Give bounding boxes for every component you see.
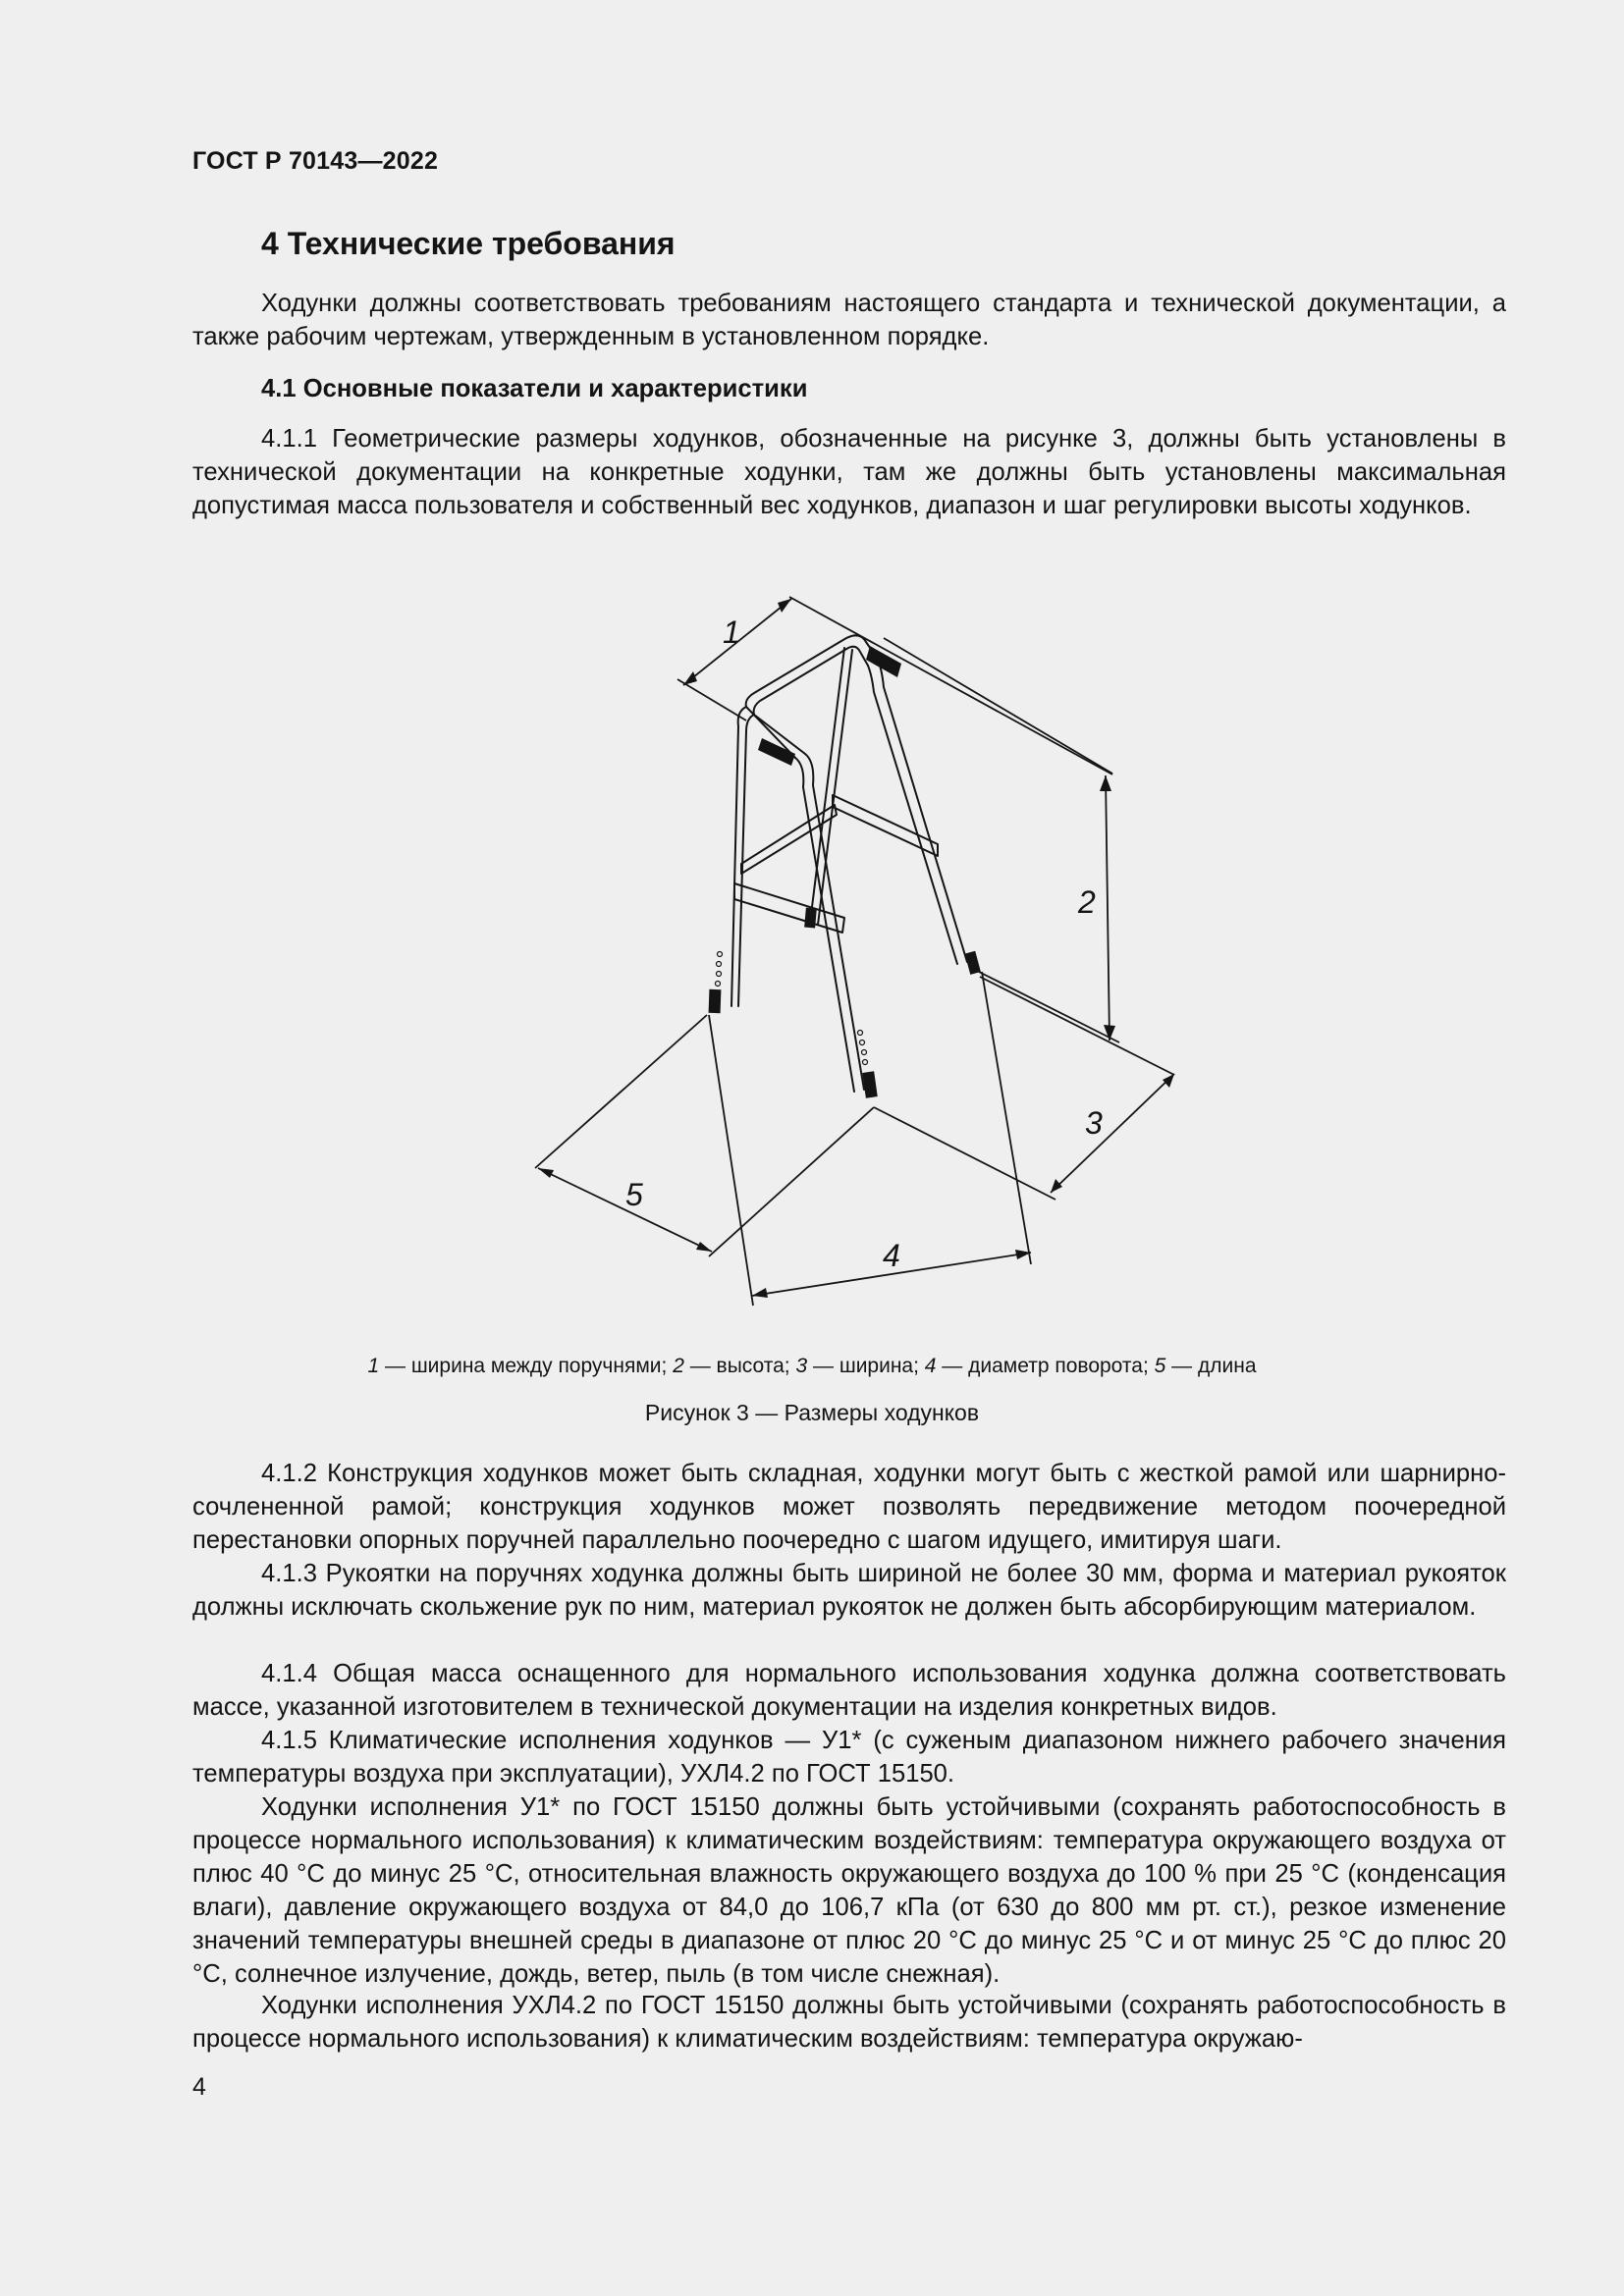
- leg-tip-front-right: [862, 1071, 878, 1097]
- subsection-title: 4.1 Основные показатели и характеристики: [261, 375, 808, 402]
- label-2: 2: [1078, 884, 1096, 920]
- dim-3-line: [1051, 1074, 1174, 1193]
- front-crossbar: [734, 883, 844, 933]
- paragraph-4-1-5: 4.1.5 Климатические исполнения ходунков — У1* (с суженым диапазоном нижнего рабочего значения температуры воздуха при эксплуатации), УХЛ4.2 по ГОСТ 15150.: [192, 1727, 1506, 1788]
- figure-legend: 1 — ширина между поручнями; 2 — высота; 3 — ширина; 4 — диаметр поворота; 5 — длина: [367, 1355, 1257, 1377]
- rear-right-leg-outer: [877, 658, 967, 962]
- leg-tip-front-left: [709, 989, 722, 1013]
- label-5: 5: [625, 1177, 643, 1212]
- intro-paragraph: Ходунки должны соответствовать требованиям настоящего стандарта и технической документации, а также рабочим чертежам, утвержденным в установленном порядке.: [192, 290, 1506, 350]
- figure-caption: Рисунок 3 — Размеры ходунков: [644, 1400, 980, 1425]
- paragraph-4-1-1: 4.1.1 Геометрические размеры ходунков, обозначенные на рисунке 3, должны быть установлены в технической документации на конкретные ходунки, там же должны быть установлены максимальная допустимая масса пользователя и собственный вес ходунков, диапазон и шаг регулировки высоты ходунков.: [192, 425, 1506, 519]
- paragraph-4-1-2: 4.1.2 Конструкция ходунков может быть складная, ходунки могут быть с жесткой рамой или шарнирно-сочлененной рамой; конструкция ходунков может позволять передвижение методом поочередной перестановки опорных поручней параллельно поочередно с шагом идущего, имитируя шаги.: [192, 1460, 1506, 1554]
- leg-tip-rear-left: [804, 908, 817, 929]
- rear-left-leg-inner: [818, 650, 852, 925]
- document-code: ГОСТ Р 70143—2022: [192, 147, 439, 175]
- paragraph-uhl: Ходунки исполнения УХЛ4.2 по ГОСТ 15150 должны быть устойчивыми (сохранять работоспособность в процессе нормального использования) к климатическим воздействиям: температура окружаю-: [192, 1992, 1506, 2053]
- page-number: 4: [192, 2073, 206, 2101]
- rear-right-leg-inner: [868, 666, 957, 964]
- section-title: 4 Технические требования: [261, 226, 676, 261]
- walker-dimensions-figure: [511, 589, 1198, 1315]
- label-1: 1: [723, 614, 740, 650]
- paragraph-4-1-4: 4.1.4 Общая масса оснащенного для нормального использования ходунка должна соответствовать массе, указанной изготовителем в технической документации на изделия конкретных видов.: [192, 1660, 1506, 1721]
- label-3: 3: [1085, 1105, 1103, 1141]
- label-4: 4: [883, 1238, 900, 1273]
- paragraph-u1: Ходунки исполнения У1* по ГОСТ 15150 должны быть устойчивыми (сохранять работоспособность в процессе нормального использования) к климатическим воздействиям: температура окружающего воздуха от плюс 40 °С до минус 25 °С, относительная влажность окружающего воздуха до 100 % при 25 °С (конденсация влаги), давление окружающего воздуха от 84,0 до 106,7 кПа (от 630 до 800 мм рт. ст.), резкое изменение значений температуры внешней среды в диапазоне от плюс 20 °С до минус 25 °С и от минус 25 °С до плюс 20 °С, солнечное излучение, дождь, ветер, пыль (в том числе снежная).: [192, 1793, 1506, 1988]
- dim-2-line: [1106, 775, 1110, 1041]
- paragraph-4-1-3: 4.1.3 Рукоятки на поручнях ходунка должны быть шириной не более 30 мм, форма и материал рукояток должны исключать скольжение рук по ним, материал рукояток не должен быть абсорбирующим материалом.: [192, 1560, 1506, 1621]
- rear-left-leg-outer: [810, 648, 844, 923]
